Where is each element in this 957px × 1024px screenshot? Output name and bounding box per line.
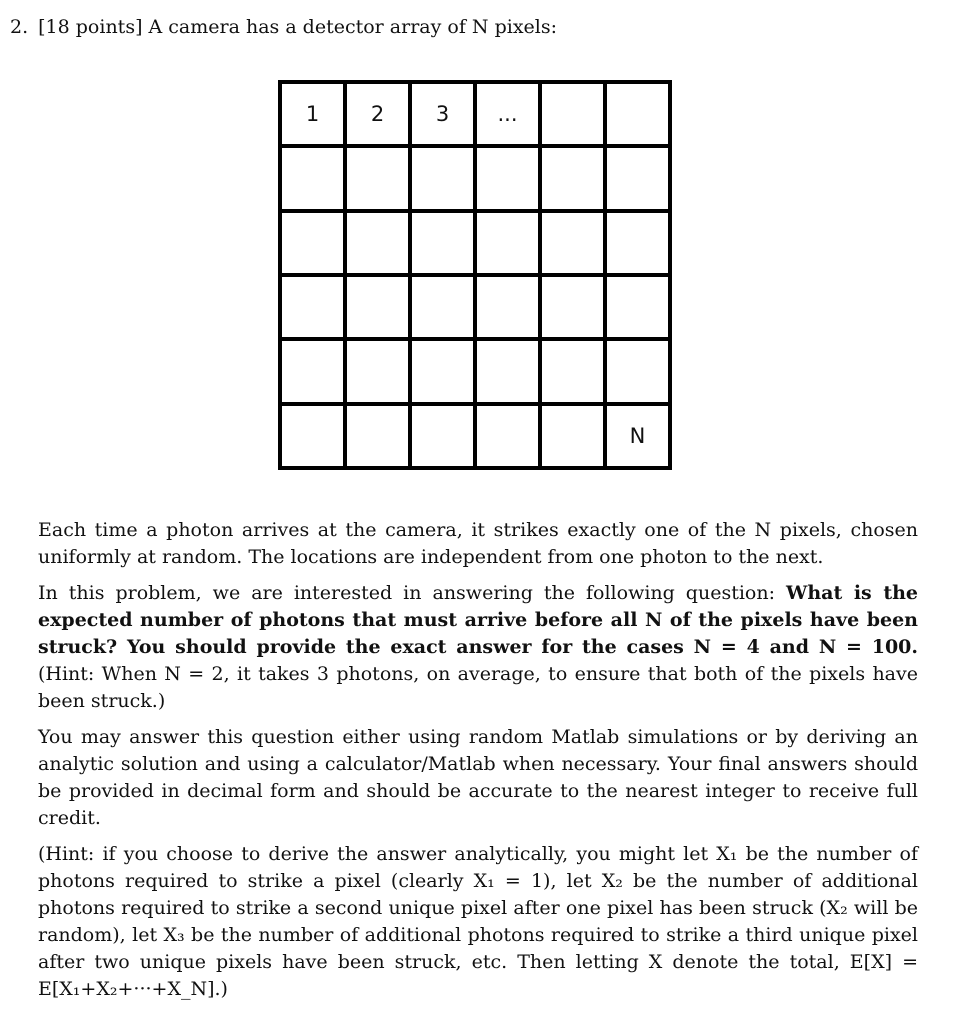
pixel-cell [410, 275, 475, 339]
pixel-cell: 3 [410, 82, 475, 146]
paragraph-photon-arrival: Each time a photon arrives at the camera, it strikes exactly one of the N pixels, chosen uniformly at random. The locations are independent from one photon to the next. [38, 519, 918, 568]
pixel-cell [475, 275, 540, 339]
pixel-cell [410, 404, 475, 468]
pixel-cell: N [605, 404, 670, 468]
pixel-cell [280, 146, 345, 210]
pixel-cell [475, 404, 540, 468]
pixel-cell [280, 275, 345, 339]
paragraph-question [38, 580, 918, 715]
pixel-cell: ... [475, 82, 540, 146]
pixel-cell [540, 82, 605, 146]
question-intro: In this problem, we are interested in answering the following question: [38, 582, 786, 604]
pixel-cell [605, 211, 670, 275]
pixel-cell [280, 404, 345, 468]
pixel-cell [540, 211, 605, 275]
pixel-cell [605, 146, 670, 210]
pixel-cell [605, 339, 670, 403]
problem-number: 2. [10, 16, 29, 38]
pixel-cell [345, 211, 410, 275]
pixel-cell [540, 404, 605, 468]
pixel-cell [345, 275, 410, 339]
pixel-cell [280, 339, 345, 403]
pixel-cell [475, 211, 540, 275]
pixel-cell [345, 404, 410, 468]
pixel-cell [540, 339, 605, 403]
pixel-cell [345, 339, 410, 403]
pixel-cell [410, 146, 475, 210]
pixel-cell: 2 [345, 82, 410, 146]
pixel-cell [475, 146, 540, 210]
pixel-cell [280, 211, 345, 275]
pixel-cell [475, 339, 540, 403]
pixel-cell [410, 339, 475, 403]
pixel-cell [345, 146, 410, 210]
pixel-cell [410, 211, 475, 275]
question-hint: (Hint: When N = 2, it takes 3 photons, on average, to ensure that both of the pixels have been struck.) [38, 663, 918, 712]
detector-array-grid [278, 80, 672, 470]
pixel-cell [605, 82, 670, 146]
pixel-cell [605, 275, 670, 339]
paragraph-method: You may answer this question either using random Matlab simulations or by deriving an analytic solution and using a calculator/Matlab when necessary. Your final answers should be provided in decimal form and should be accurate to the nearest integer to receive full credit. [38, 726, 918, 829]
problem-title: [18 points] A camera has a detector array of N pixels: [38, 16, 558, 38]
pixel-cell: 1 [280, 82, 345, 146]
pixel-cell [540, 275, 605, 339]
problem-header [10, 16, 557, 38]
pixel-cell [540, 146, 605, 210]
paragraph-analytic-hint: (Hint: if you choose to derive the answer analytically, you might let X₁ be the number of photons required to strike a pixel (clearly X₁ = 1), let X₂ be the number of additional photons required to strike a second unique pixel after one pixel has been struck (X₂ will be random), let X₃ be the number of additional photons required to strike a third unique pixel after two unique pixels have been struck, etc. Then letting X denote the total, E[X] = E[X₁+X₂+···+X_N].) [38, 843, 918, 1000]
question-bold: What is the expected number of photons that must arrive before all N of the pixels have been struck? You should provide the exact answer for the cases N = 4 and N = 100. [38, 582, 918, 658]
